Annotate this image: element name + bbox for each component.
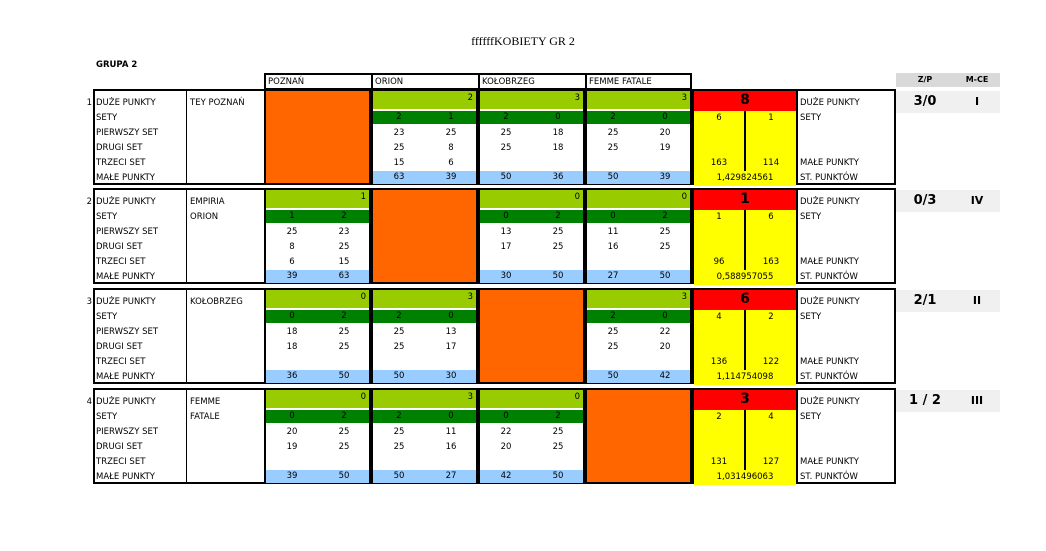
- set-score: 6: [289, 257, 295, 267]
- right-label: SETY: [800, 113, 822, 123]
- label-frame: [93, 89, 187, 185]
- name-frame: [187, 188, 264, 284]
- match-points: 2: [373, 91, 476, 109]
- right-label: MAŁE PUNKTY: [800, 158, 860, 168]
- right-label: SETY: [800, 312, 822, 322]
- set-score: 25: [338, 242, 350, 252]
- right-label: ST. PUNKTÓW: [800, 472, 858, 482]
- team-name: FATALE: [190, 412, 220, 422]
- points-ratio: 0,588957055: [694, 270, 796, 285]
- right-label: DUŻE PUNKTY: [800, 98, 860, 108]
- team-name: FEMME: [190, 397, 221, 407]
- row-label: SETY: [96, 113, 118, 123]
- set-score: 23: [393, 128, 405, 138]
- match-points: 3: [587, 91, 690, 109]
- set-score: [587, 255, 639, 270]
- sets-value: 2: [555, 211, 561, 221]
- sets-value: 0: [503, 211, 509, 221]
- right-label: SETY: [800, 412, 822, 422]
- match-block: [264, 89, 371, 185]
- points-ratio: 1,114754098: [694, 370, 796, 385]
- row-label: DRUGI SET: [96, 442, 143, 452]
- set-score: 17: [500, 242, 512, 252]
- sets-value: 2: [555, 411, 561, 421]
- mce-header: M-CE: [954, 73, 1000, 87]
- row-label: MAŁE PUNKTY: [96, 173, 156, 183]
- set-score: 23: [338, 227, 350, 237]
- set-score: 6: [448, 158, 454, 168]
- set-score: 25: [552, 427, 564, 437]
- match-points: 0: [587, 190, 690, 208]
- row-label: SETY: [96, 412, 118, 422]
- small-points: 39: [445, 172, 457, 182]
- set-score: 25: [338, 327, 350, 337]
- right-label: ST. PUNKTÓW: [800, 372, 858, 382]
- row-label: PIERWSZY SET: [96, 427, 159, 437]
- set-score: 15: [338, 257, 350, 267]
- label-frame: [93, 388, 187, 484]
- small-points: 50: [338, 471, 350, 481]
- set-score: 25: [393, 327, 405, 337]
- set-score: 25: [552, 227, 564, 237]
- match-block: [371, 188, 478, 284]
- row-label: TRZECI SET: [96, 158, 146, 168]
- row-label: MAŁE PUNKTY: [96, 272, 156, 282]
- sets-value: 2: [503, 112, 509, 122]
- small-points: 27: [445, 471, 457, 481]
- set-score: 15: [393, 158, 405, 168]
- points-ratio: 1,429824561: [694, 171, 796, 186]
- sets-won: 1: [716, 212, 722, 222]
- page-title: ffffffKOBIETY GR 2: [471, 34, 575, 48]
- set-score: [373, 355, 425, 370]
- set-score: 11: [445, 427, 457, 437]
- sets-value: 0: [662, 112, 668, 122]
- match-points: 0: [266, 290, 369, 308]
- team-name: ORION: [190, 212, 219, 222]
- set-score: [425, 355, 477, 370]
- sets-lost: 4: [768, 412, 774, 422]
- set-score: [532, 255, 584, 270]
- set-score: 25: [500, 143, 512, 153]
- set-score: 25: [607, 143, 619, 153]
- small-lost: 114: [762, 158, 780, 168]
- place-value: IV: [954, 190, 1000, 212]
- set-score: 18: [552, 128, 564, 138]
- set-score: [532, 455, 584, 470]
- match-points: 0: [266, 390, 369, 408]
- column-header: KOŁOBRZEG: [478, 73, 585, 89]
- small-points: 30: [445, 371, 457, 381]
- right-label: SETY: [800, 212, 822, 222]
- sets-value: 0: [289, 411, 295, 421]
- small-points: 50: [607, 172, 619, 182]
- set-score: 25: [286, 227, 298, 237]
- match-points: 3: [480, 91, 583, 109]
- row-label: TRZECI SET: [96, 457, 146, 467]
- sets-value: 2: [610, 311, 616, 321]
- set-score: [318, 355, 370, 370]
- small-points: 27: [607, 271, 619, 281]
- sets-value: 0: [289, 311, 295, 321]
- set-score: 18: [286, 342, 298, 352]
- set-score: 11: [607, 227, 619, 237]
- big-points: 1: [694, 190, 796, 210]
- team-number: 3: [86, 297, 92, 307]
- small-points: 36: [286, 371, 298, 381]
- sets-value: 2: [341, 311, 347, 321]
- sets-value: 2: [662, 211, 668, 221]
- row-label: MAŁE PUNKTY: [96, 472, 156, 482]
- sets-value: 0: [662, 311, 668, 321]
- set-score: [639, 255, 691, 270]
- big-points: 8: [694, 91, 796, 111]
- right-label: MAŁE PUNKTY: [800, 257, 860, 267]
- set-score: 25: [338, 342, 350, 352]
- set-score: 25: [607, 128, 619, 138]
- row-label: DRUGI SET: [96, 242, 143, 252]
- small-lost: 122: [762, 357, 780, 367]
- small-points: 50: [552, 471, 564, 481]
- set-score: 22: [659, 327, 671, 337]
- label-frame: [93, 288, 187, 384]
- small-won: 136: [710, 357, 728, 367]
- sets-value: 2: [396, 112, 402, 122]
- set-score: [266, 355, 318, 370]
- set-score: 20: [500, 442, 512, 452]
- row-label: DUŻE PUNKTY: [96, 297, 156, 307]
- sets-lost: 1: [768, 113, 774, 123]
- small-points: 50: [393, 371, 405, 381]
- sets-won: 6: [716, 113, 722, 123]
- match-points: 0: [480, 390, 583, 408]
- name-frame: [187, 89, 264, 185]
- match-block: [478, 288, 585, 384]
- row-label: DRUGI SET: [96, 342, 143, 352]
- row-label: DUŻE PUNKTY: [96, 197, 156, 207]
- match-points: 3: [587, 290, 690, 308]
- row-label: DUŻE PUNKTY: [96, 397, 156, 407]
- small-lost: 163: [762, 257, 780, 267]
- set-score: 25: [607, 327, 619, 337]
- right-label: ST. PUNKTÓW: [800, 272, 858, 282]
- zp-value: 1 / 2: [896, 390, 954, 412]
- set-score: 19: [286, 442, 298, 452]
- set-score: 25: [552, 442, 564, 452]
- name-frame: [187, 288, 264, 384]
- sets-value: 0: [610, 211, 616, 221]
- sets-value: 1: [448, 112, 454, 122]
- small-won: 163: [710, 158, 728, 168]
- set-score: 25: [393, 442, 405, 452]
- points-ratio: 1,031496063: [694, 470, 796, 485]
- set-score: 13: [500, 227, 512, 237]
- small-points: 42: [659, 371, 671, 381]
- sets-value: 0: [503, 411, 509, 421]
- sets-lost: 6: [768, 212, 774, 222]
- team-number: 4: [86, 397, 92, 407]
- small-points: 42: [500, 471, 512, 481]
- row-label: DUŻE PUNKTY: [96, 98, 156, 108]
- row-label: SETY: [96, 312, 118, 322]
- set-score: 16: [607, 242, 619, 252]
- team-name: TEY POZNAŃ: [190, 98, 245, 108]
- set-score: [480, 156, 532, 171]
- set-score: 25: [338, 442, 350, 452]
- sets-value: 0: [448, 311, 454, 321]
- small-points: 39: [286, 471, 298, 481]
- set-score: [587, 156, 639, 171]
- set-score: 22: [500, 427, 512, 437]
- set-score: [639, 355, 691, 370]
- row-label: PIERWSZY SET: [96, 327, 159, 337]
- match-block: [585, 388, 692, 484]
- set-score: 8: [448, 143, 454, 153]
- set-score: 8: [289, 242, 295, 252]
- set-score: 19: [659, 143, 671, 153]
- set-score: 25: [445, 128, 457, 138]
- row-label: SETY: [96, 212, 118, 222]
- sets-won: 2: [716, 412, 722, 422]
- match-points: 3: [373, 390, 476, 408]
- zp-value: 0/3: [896, 190, 954, 212]
- small-lost: 127: [762, 457, 780, 467]
- set-score: [425, 455, 477, 470]
- match-points: 1: [266, 190, 369, 208]
- sets-value: 2: [341, 211, 347, 221]
- set-score: 20: [659, 128, 671, 138]
- team-name: KOŁOBRZEG: [190, 297, 243, 307]
- match-points: 0: [480, 190, 583, 208]
- place-value: I: [954, 91, 1000, 113]
- set-score: 25: [393, 427, 405, 437]
- set-score: 18: [286, 327, 298, 337]
- place-value: III: [954, 390, 1000, 412]
- sets-value: 2: [396, 411, 402, 421]
- right-label: DUŻE PUNKTY: [800, 297, 860, 307]
- zp-value: 3/0: [896, 91, 954, 113]
- column-header: POZNAŃ: [264, 73, 371, 89]
- zp-value: 2/1: [896, 290, 954, 312]
- set-score: [373, 455, 425, 470]
- big-points: 6: [694, 290, 796, 310]
- set-score: 25: [659, 242, 671, 252]
- group-label: GRUPA 2: [96, 60, 138, 70]
- set-score: 25: [659, 227, 671, 237]
- set-score: [480, 455, 532, 470]
- set-score: [587, 355, 639, 370]
- sets-lost: 2: [768, 312, 774, 322]
- small-points: 39: [286, 271, 298, 281]
- small-won: 131: [710, 457, 728, 467]
- set-score: 13: [445, 327, 457, 337]
- small-points: 39: [659, 172, 671, 182]
- row-label: TRZECI SET: [96, 357, 146, 367]
- right-label: MAŁE PUNKTY: [800, 357, 860, 367]
- set-score: 25: [393, 342, 405, 352]
- right-label: DUŻE PUNKTY: [800, 197, 860, 207]
- big-points: 3: [694, 390, 796, 410]
- set-score: 25: [607, 342, 619, 352]
- set-score: 16: [445, 442, 457, 452]
- right-label: DUŻE PUNKTY: [800, 397, 860, 407]
- column-header: ORION: [371, 73, 478, 89]
- set-score: 25: [393, 143, 405, 153]
- set-score: [318, 455, 370, 470]
- small-points: 30: [500, 271, 512, 281]
- sets-won: 4: [716, 312, 722, 322]
- row-label: DRUGI SET: [96, 143, 143, 153]
- small-points: 50: [393, 471, 405, 481]
- team-name: EMPIRIA: [190, 197, 225, 207]
- zp-header: Z/P: [896, 73, 954, 87]
- team-number: 1: [86, 98, 92, 108]
- sets-value: 1: [289, 211, 295, 221]
- row-label: TRZECI SET: [96, 257, 146, 267]
- match-points: 3: [373, 290, 476, 308]
- small-points: 50: [659, 271, 671, 281]
- sets-value: 0: [555, 112, 561, 122]
- set-score: [532, 156, 584, 171]
- row-label: PIERWSZY SET: [96, 227, 159, 237]
- column-header: FEMME FATALE: [585, 73, 692, 89]
- team-number: 2: [86, 197, 92, 207]
- small-points: 50: [338, 371, 350, 381]
- small-points: 63: [338, 271, 350, 281]
- small-points: 50: [607, 371, 619, 381]
- sets-value: 0: [448, 411, 454, 421]
- right-label: ST. PUNKTÓW: [800, 173, 858, 183]
- sets-value: 2: [610, 112, 616, 122]
- set-score: 25: [338, 427, 350, 437]
- label-frame: [93, 188, 187, 284]
- set-score: 17: [445, 342, 457, 352]
- small-points: 63: [393, 172, 405, 182]
- small-won: 96: [713, 257, 725, 267]
- row-label: PIERWSZY SET: [96, 128, 159, 138]
- small-points: 36: [552, 172, 564, 182]
- set-score: 20: [286, 427, 298, 437]
- set-score: [266, 455, 318, 470]
- set-score: [480, 255, 532, 270]
- sets-value: 2: [396, 311, 402, 321]
- name-frame: [187, 388, 264, 484]
- place-value: II: [954, 290, 1000, 312]
- small-points: 50: [500, 172, 512, 182]
- set-score: 25: [552, 242, 564, 252]
- set-score: 18: [552, 143, 564, 153]
- set-score: 25: [500, 128, 512, 138]
- small-points: 50: [552, 271, 564, 281]
- right-label: MAŁE PUNKTY: [800, 457, 860, 467]
- set-score: 20: [659, 342, 671, 352]
- row-label: MAŁE PUNKTY: [96, 372, 156, 382]
- set-score: [639, 156, 691, 171]
- sets-value: 2: [341, 411, 347, 421]
